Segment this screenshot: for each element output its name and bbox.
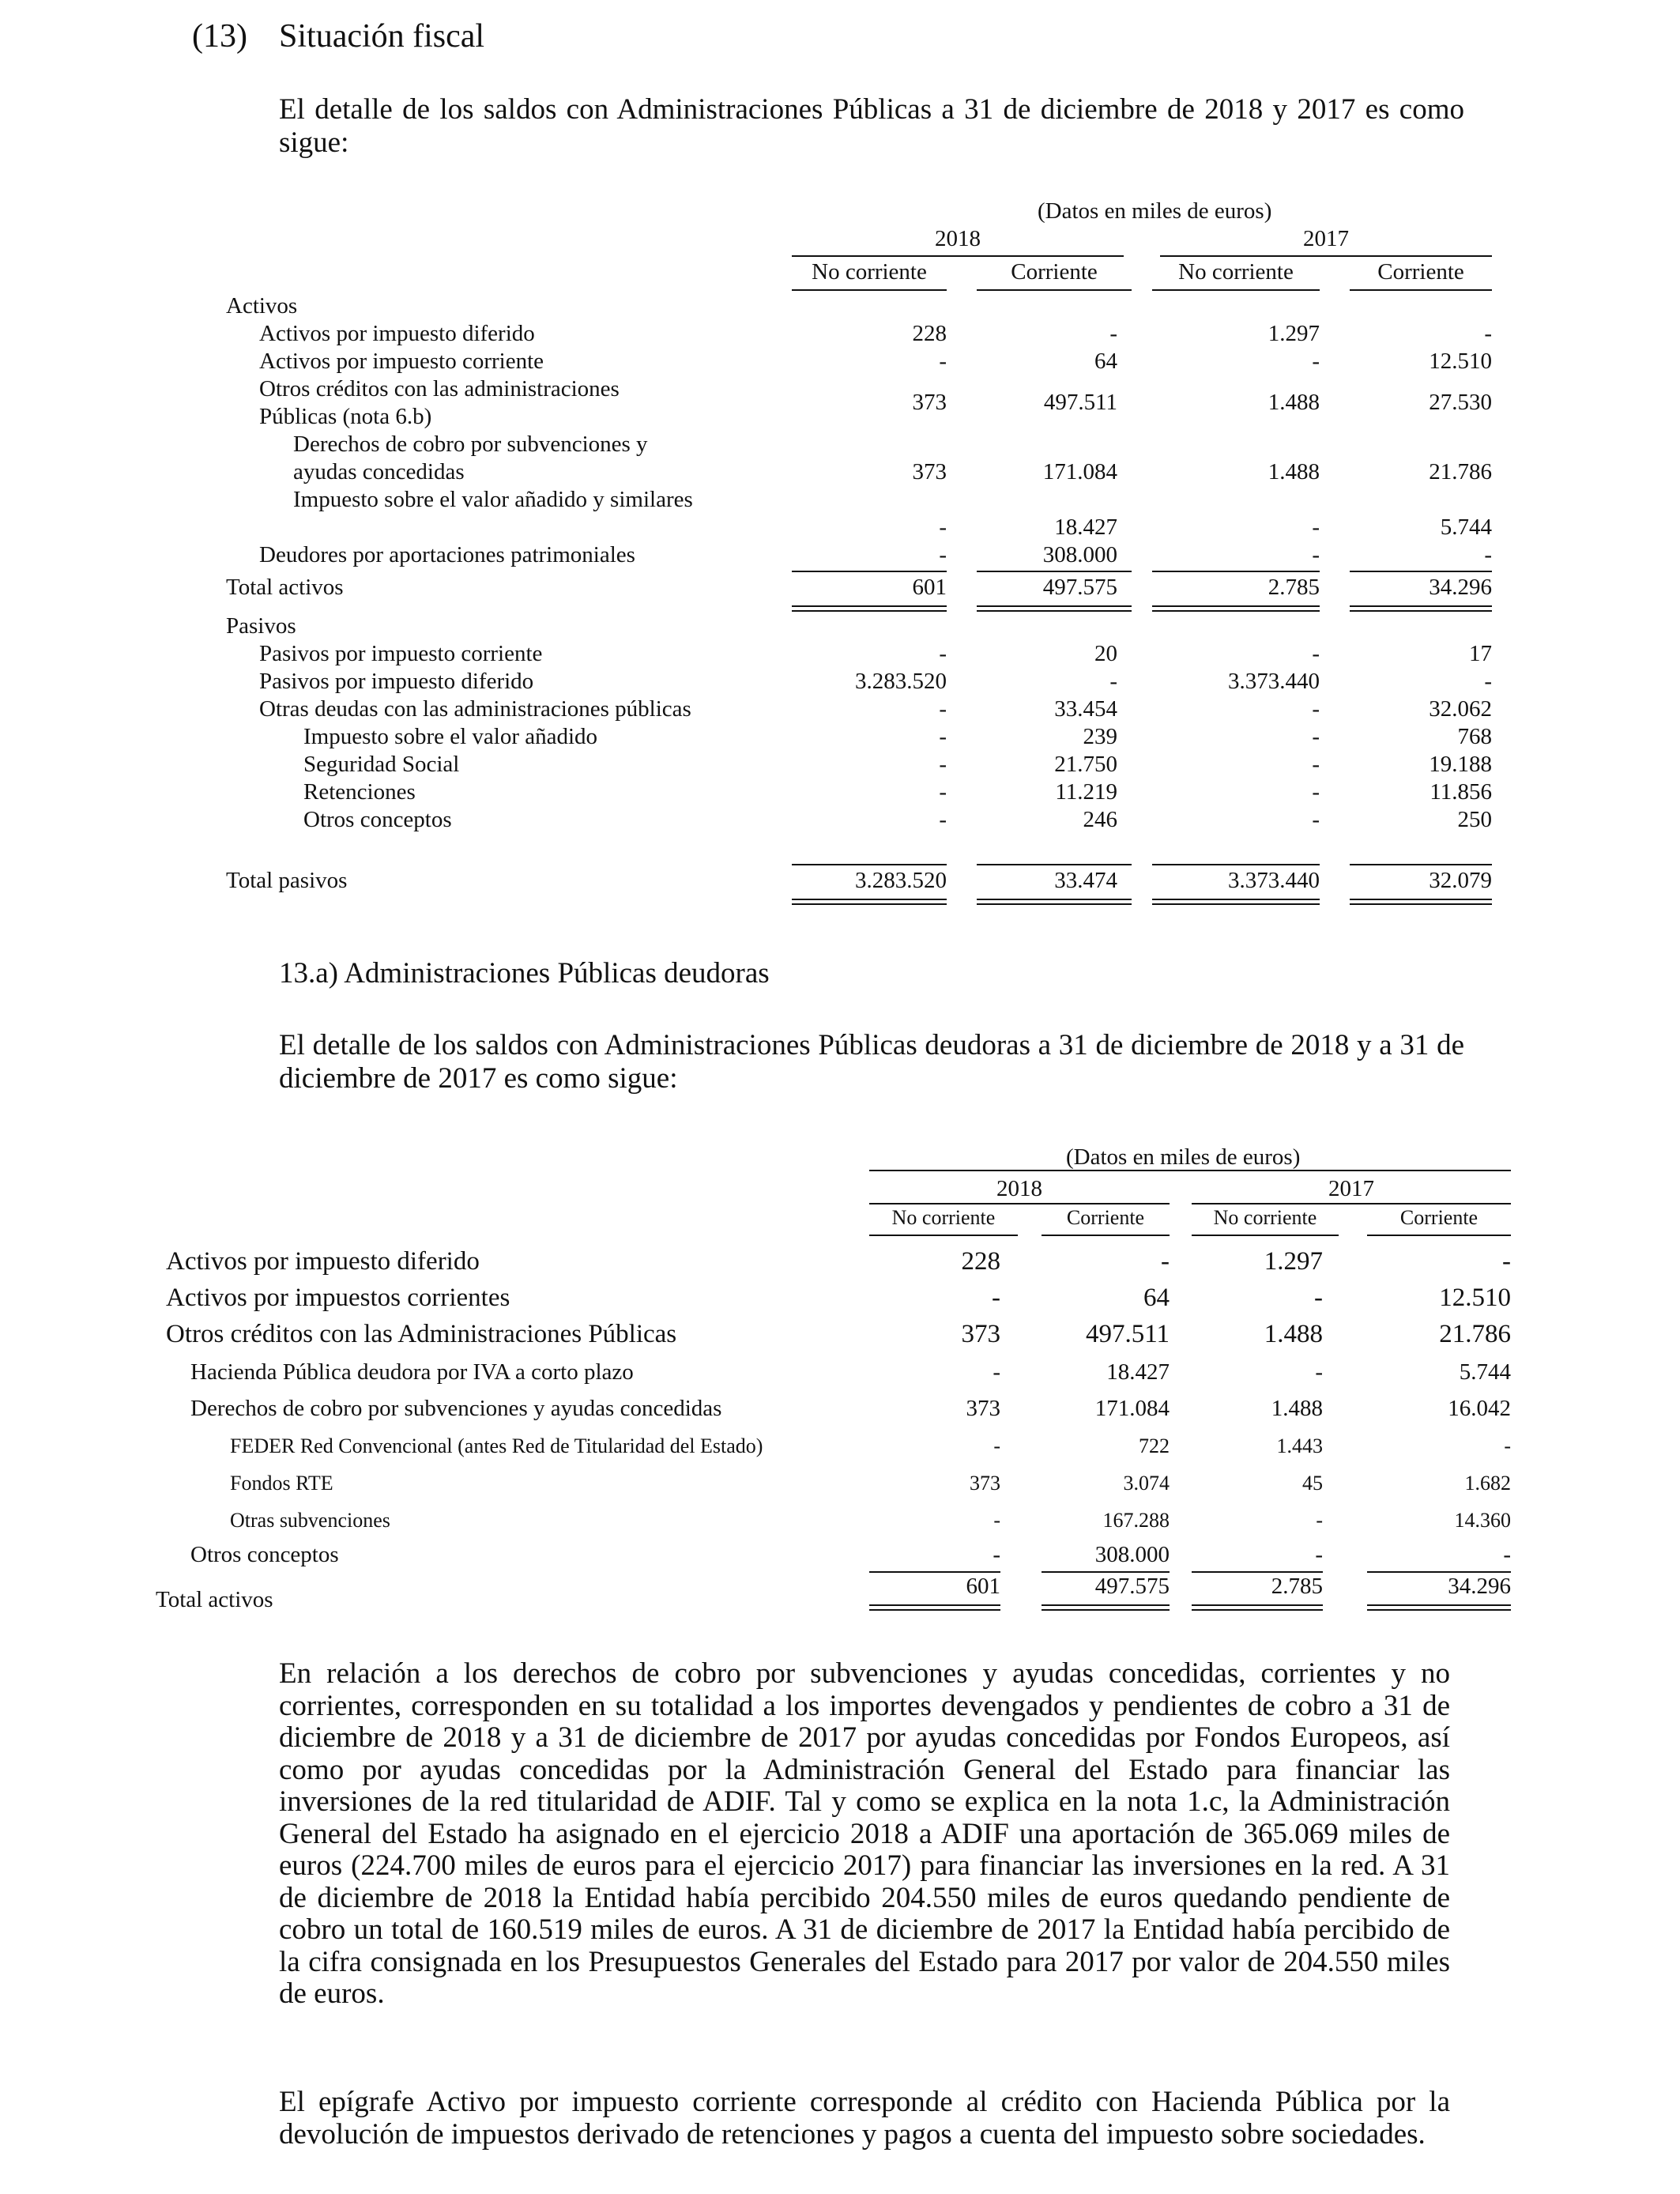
cell: - — [1315, 1542, 1323, 1567]
row-label: Total pasivos — [226, 868, 348, 893]
table2-year-2017: 2017 — [1328, 1176, 1374, 1201]
cell: 373 — [912, 459, 947, 484]
cell: 20 — [1094, 641, 1117, 666]
row-label: Derechos de cobro por subvenciones y — [293, 432, 648, 457]
cell: 601 — [912, 575, 947, 600]
cell: 3.373.440 — [1228, 868, 1320, 893]
cell: - — [1314, 1284, 1323, 1312]
cell: - — [1484, 542, 1492, 567]
cell: - — [939, 349, 947, 374]
table1-col-header: Corriente — [1377, 259, 1464, 285]
table1-section-pasivos: Pasivos — [226, 613, 296, 639]
row-label: Hacienda Pública deudora por IVA a corto plazo — [190, 1359, 634, 1385]
cell: 497.575 — [1042, 575, 1117, 600]
cell: 21.786 — [1439, 1320, 1511, 1348]
intro-paragraph-1: El detalle de los saldos con Administraciones Públicas a 31 de diciembre de 2018 y 2017 es como sigue: — [279, 93, 1464, 159]
table2-col-header: Corriente — [1066, 1206, 1145, 1229]
cell: 12.510 — [1429, 349, 1492, 374]
cell: 19.188 — [1429, 752, 1492, 777]
section-number: (13) — [192, 18, 247, 55]
cell: - — [1484, 669, 1492, 694]
cell: - — [1161, 1247, 1170, 1276]
cell: 45 — [1302, 1472, 1323, 1495]
row-label: Deudores por aportaciones patrimoniales — [259, 542, 635, 567]
cell: 2.785 — [1271, 1574, 1323, 1599]
cell: 1.297 — [1268, 321, 1320, 346]
cell: 64 — [1143, 1284, 1170, 1312]
row-label: Retenciones — [303, 779, 416, 805]
row-label: Otros créditos con las Administraciones Públicas — [166, 1320, 677, 1348]
table1-col-header: Corriente — [1011, 259, 1098, 285]
row-label: Impuesto sobre el valor añadido y similares — [293, 487, 693, 512]
cell: 2.785 — [1268, 575, 1320, 600]
cell: - — [1504, 1434, 1511, 1457]
cell: - — [939, 641, 947, 666]
cell: 1.682 — [1464, 1472, 1511, 1495]
cell: 497.575 — [1094, 1574, 1170, 1599]
cell: 17 — [1469, 641, 1492, 666]
cell: 497.511 — [1085, 1320, 1170, 1348]
row-label: Pasivos por impuesto corriente — [259, 641, 543, 666]
table1-section-activos: Activos — [226, 293, 298, 319]
cell: - — [1315, 1359, 1323, 1385]
row-label: Activos por impuestos corrientes — [166, 1284, 510, 1312]
table1-col-header: No corriente — [812, 259, 927, 285]
cell: 3.283.520 — [855, 669, 947, 694]
cell: 34.296 — [1429, 575, 1492, 600]
row-label: Otros créditos con las administraciones — [259, 376, 620, 401]
table2-col-header: Corriente — [1399, 1206, 1478, 1229]
cell: - — [939, 807, 947, 832]
table1-units: (Datos en miles de euros) — [1038, 198, 1272, 224]
row-label: Derechos de cobro por subvenciones y ayudas concedidas — [190, 1396, 722, 1421]
row-label: Activos por impuesto corriente — [259, 349, 544, 374]
cell: 34.296 — [1448, 1574, 1511, 1599]
row-label: Impuesto sobre el valor añadido — [303, 724, 598, 749]
table2-year-2018: 2018 — [996, 1176, 1042, 1201]
cell: 3.283.520 — [855, 868, 947, 893]
table1-year-2017: 2017 — [1303, 226, 1349, 251]
row-label: Pasivos por impuesto diferido — [259, 669, 534, 694]
cell: 16.042 — [1448, 1396, 1511, 1421]
cell: - — [939, 779, 947, 805]
cell: 33.474 — [1054, 868, 1117, 893]
cell: 5.744 — [1459, 1359, 1511, 1385]
cell: - — [939, 696, 947, 722]
cell: - — [1503, 1542, 1511, 1567]
cell: - — [1316, 1509, 1323, 1532]
cell: 1.297 — [1264, 1247, 1323, 1276]
cell: 1.488 — [1268, 390, 1320, 415]
row-label: Otras subvenciones — [230, 1509, 390, 1532]
row-label: Total activos — [156, 1587, 273, 1612]
cell: - — [1312, 349, 1320, 374]
cell: - — [939, 515, 947, 540]
cell: 11.219 — [1055, 779, 1117, 805]
cell: 14.360 — [1454, 1509, 1511, 1532]
row-label: Públicas (nota 6.b) — [259, 404, 432, 429]
cell: 373 — [966, 1396, 1000, 1421]
cell: - — [939, 724, 947, 749]
cell: 171.084 — [1042, 459, 1117, 484]
table1-col-header: No corriente — [1178, 259, 1294, 285]
body-paragraph-1: En relación a los derechos de cobro por subvenciones y ayudas concedidas, corrientes y no corrientes, corresponden en su totalidad a los importes devengados y pendientes de cobro a 31 de diciembre de 2018 y a 31 de diciembre de 2017 por ayudas concedidas por Fondos Europeos, así como por ayudas concedidas por la Administración General del Estado para financiar las inversiones de la red titularidad de ADIF. Tal y como se explica en la nota 1.c, la Administración General del Estado ha asignado en el ejercicio 2018 a ADIF una aportación de 365.069 miles de euros (224.700 miles de euros para el ejercicio 2017) para financiar las inversiones en la red. A 31 de diciembre de 2018 la Entidad había percibido 204.550 miles de euros quedando pendiente de cobro un total de 160.519 miles de euros. A 31 de diciembre de 2017 la Entidad había percibido de la cifra consignada en los Presupuestos Generales del Estado para 2017 por valor de 204.550 miles de euros. — [279, 1657, 1450, 2010]
cell: 722 — [1139, 1434, 1170, 1457]
row-label: Otros conceptos — [303, 807, 452, 832]
row-label: Activos por impuesto diferido — [166, 1247, 480, 1276]
cell: 228 — [912, 321, 947, 346]
cell: 27.530 — [1429, 390, 1492, 415]
cell: - — [993, 1542, 1000, 1567]
cell: 1.488 — [1264, 1320, 1323, 1348]
cell: 239 — [1083, 724, 1117, 749]
cell: - — [939, 752, 947, 777]
row-label: ayudas concedidas — [293, 459, 465, 484]
cell: - — [1312, 696, 1320, 722]
row-label: Total activos — [226, 575, 344, 600]
cell: - — [993, 1359, 1000, 1385]
cell: - — [1312, 779, 1320, 805]
cell: 18.427 — [1106, 1359, 1170, 1385]
cell: 768 — [1457, 724, 1492, 749]
cell: 3.373.440 — [1228, 669, 1320, 694]
cell: 1.443 — [1276, 1434, 1323, 1457]
cell: - — [1312, 641, 1320, 666]
cell: - — [1109, 321, 1117, 346]
cell: - — [1484, 321, 1492, 346]
table1-year-2018: 2018 — [935, 226, 981, 251]
intro-paragraph-2: El detalle de los saldos con Administraciones Públicas deudoras a 31 de diciembre de 2018 y a 31 de diciembre de 2017 es como sigue: — [279, 1029, 1464, 1095]
table2-units: (Datos en miles de euros) — [1066, 1144, 1301, 1170]
cell: 64 — [1094, 349, 1117, 374]
subsection-title: 13.a) Administraciones Públicas deudoras — [279, 957, 770, 990]
row-label: Otros conceptos — [190, 1542, 339, 1567]
cell: 32.062 — [1429, 696, 1492, 722]
cell: 373 — [912, 390, 947, 415]
cell: - — [993, 1509, 1000, 1532]
cell: - — [992, 1284, 1000, 1312]
body-paragraph-2: El epígrafe Activo por impuesto corriente corresponde al crédito con Hacienda Pública por la devolución de impuestos derivado de retenciones y pagos a cuenta del impuesto sobre sociedades. — [279, 2086, 1450, 2151]
cell: 250 — [1457, 807, 1492, 832]
row-label: Otras deudas con las administraciones públicas — [259, 696, 691, 722]
cell: 11.856 — [1430, 779, 1492, 805]
cell: 373 — [970, 1472, 1000, 1495]
cell: 308.000 — [1094, 1542, 1170, 1567]
cell: - — [1312, 515, 1320, 540]
cell: - — [1312, 807, 1320, 832]
cell: 32.079 — [1429, 868, 1492, 893]
cell: - — [993, 1434, 1000, 1457]
row-label: FEDER Red Convencional (antes Red de Titularidad del Estado) — [230, 1434, 763, 1457]
cell: 308.000 — [1042, 542, 1117, 567]
cell: 228 — [961, 1247, 1000, 1276]
row-label: Fondos RTE — [230, 1472, 333, 1495]
cell: - — [1312, 752, 1320, 777]
cell: 21.786 — [1429, 459, 1492, 484]
row-label: Activos por impuesto diferido — [259, 321, 535, 346]
table2-col-header: No corriente — [891, 1206, 996, 1229]
cell: 246 — [1083, 807, 1117, 832]
cell: - — [939, 542, 947, 567]
cell: 21.750 — [1054, 752, 1117, 777]
cell: 18.427 — [1054, 515, 1117, 540]
cell: - — [1502, 1247, 1511, 1276]
cell: 601 — [966, 1574, 1000, 1599]
cell: 171.084 — [1094, 1396, 1170, 1421]
cell: 33.454 — [1054, 696, 1117, 722]
cell: - — [1312, 542, 1320, 567]
cell: 5.744 — [1440, 515, 1492, 540]
table2-col-header: No corriente — [1213, 1206, 1317, 1229]
cell: 1.488 — [1268, 459, 1320, 484]
row-label: Seguridad Social — [303, 752, 460, 777]
cell: 497.511 — [1043, 390, 1117, 415]
cell: 373 — [961, 1320, 1000, 1348]
cell: - — [1109, 669, 1117, 694]
cell: 12.510 — [1439, 1284, 1511, 1312]
section-title: Situación fiscal — [279, 18, 485, 55]
cell: 167.288 — [1102, 1509, 1170, 1532]
cell: 3.074 — [1123, 1472, 1170, 1495]
cell: - — [1312, 724, 1320, 749]
cell: 1.488 — [1271, 1396, 1323, 1421]
